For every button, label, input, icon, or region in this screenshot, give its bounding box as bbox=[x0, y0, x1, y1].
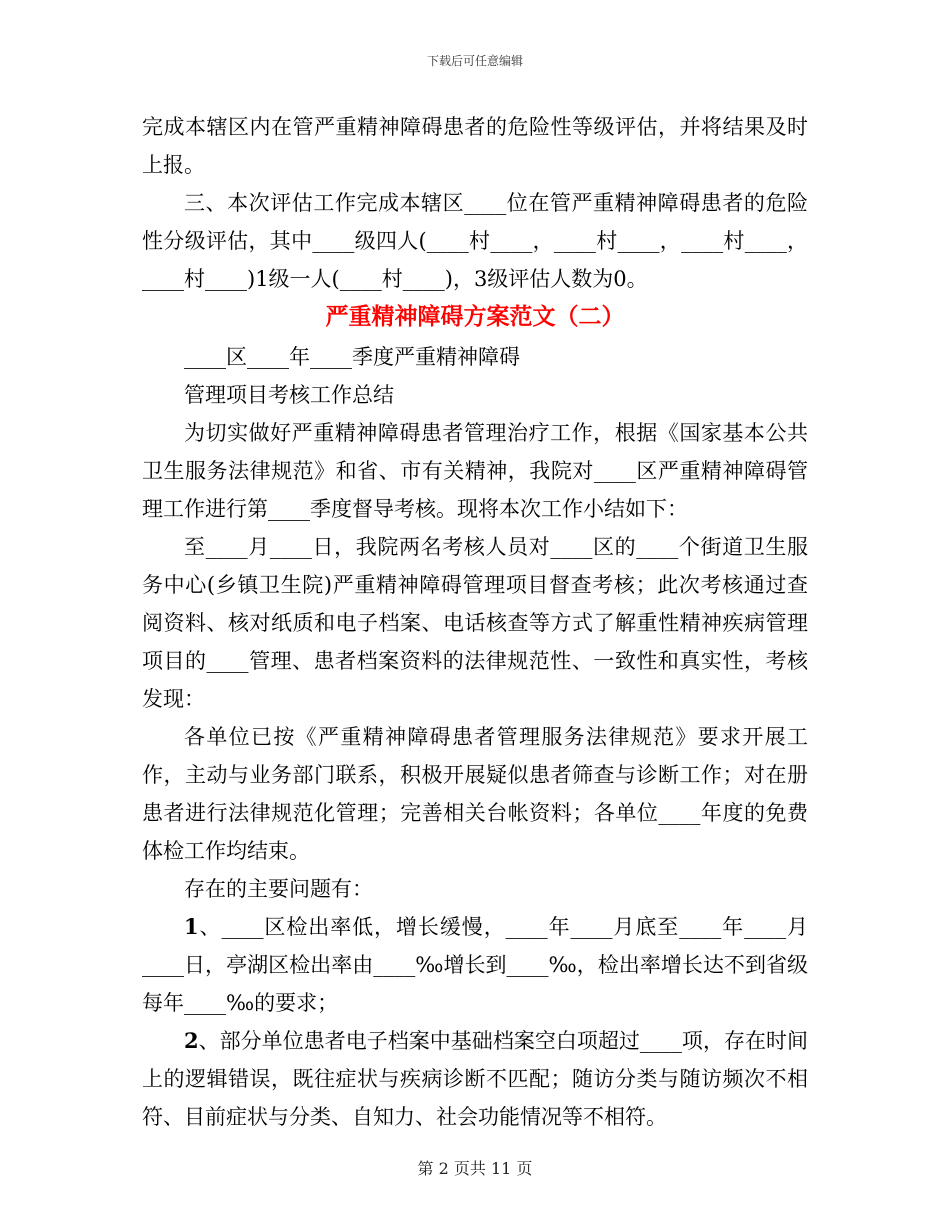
problem-1-number: 1 bbox=[184, 914, 199, 939]
report-subtitle-line2: 管理项目考核工作总结 bbox=[184, 383, 394, 407]
paragraph-introduction: 为切实做好严重精神障碍患者管理治疗工作，根据《国家基本公共卫生服务法律规范》和省、市有关精神，我院对____区严重精神障碍管理工作进行第____季度督导考核。现将本次工作小结如下： bbox=[142, 421, 808, 521]
page-header-note: 下载后可任意编辑 bbox=[426, 54, 523, 68]
paragraph-problem-1 bbox=[142, 908, 808, 1022]
problem-1-text: 、____区检出率低，增长缓慢，____年____月底至____年____月____日，亭湖区检出率由____‰增长到____‰，检出率增长达不到省级每年____‰的要求； bbox=[142, 915, 808, 1015]
paragraph-findings: 各单位已按《严重精神障碍患者管理服务法律规范》要求开展工作，主动与业务部门联系，积极开展疑似患者筛查与诊断工作；对在册患者进行法律规范化管理；完善相关台帐资料；各单位____年度的免费体检工作均结束。 bbox=[142, 725, 808, 863]
report-subtitle-line1: ____区____年____季度严重精神障碍 bbox=[184, 345, 520, 369]
paragraph-assessment-summary: 三、本次评估工作完成本辖区____位在管严重精神障碍患者的危险性分级评估，其中____级四人(____村____，____村____，____村____，____村____)1级一人(____村____)，3级评估人数为0。 bbox=[142, 191, 808, 291]
paragraph-problem-2 bbox=[142, 1022, 808, 1136]
paragraph-inspection: 至____月____日，我院两名考核人员对____区的____个街道卫生服务中心(乡镇卫生院)严重精神障碍管理项目督查考核；此次考核通过查阅资料、核对纸质和电子档案、电话核查等方式了解重性精神疾病管理项目的____管理、患者档案资料的法律规范性、一致性和真实性，考核发现： bbox=[142, 535, 808, 711]
paragraph-problems-heading: 存在的主要问题有： bbox=[184, 877, 373, 901]
problem-2-text: 、部分单位患者电子档案中基础档案空白项超过____项，存在时间上的逻辑错误，既往症状与疾病诊断不匹配；随访分类与随访频次不相符、目前症状与分类、自知力、社会功能情况等不相符。 bbox=[142, 1029, 808, 1129]
section-title: 严重精神障碍方案范文（二） bbox=[325, 303, 625, 330]
document-body bbox=[142, 108, 808, 1136]
page-footer-pagination: 第 2 页共 11 页 bbox=[417, 1159, 533, 1178]
paragraph-continuation: 完成本辖区内在管严重精神障碍患者的危险性等级评估，并将结果及时上报。 bbox=[142, 115, 808, 177]
problem-2-number: 2 bbox=[184, 1028, 199, 1053]
